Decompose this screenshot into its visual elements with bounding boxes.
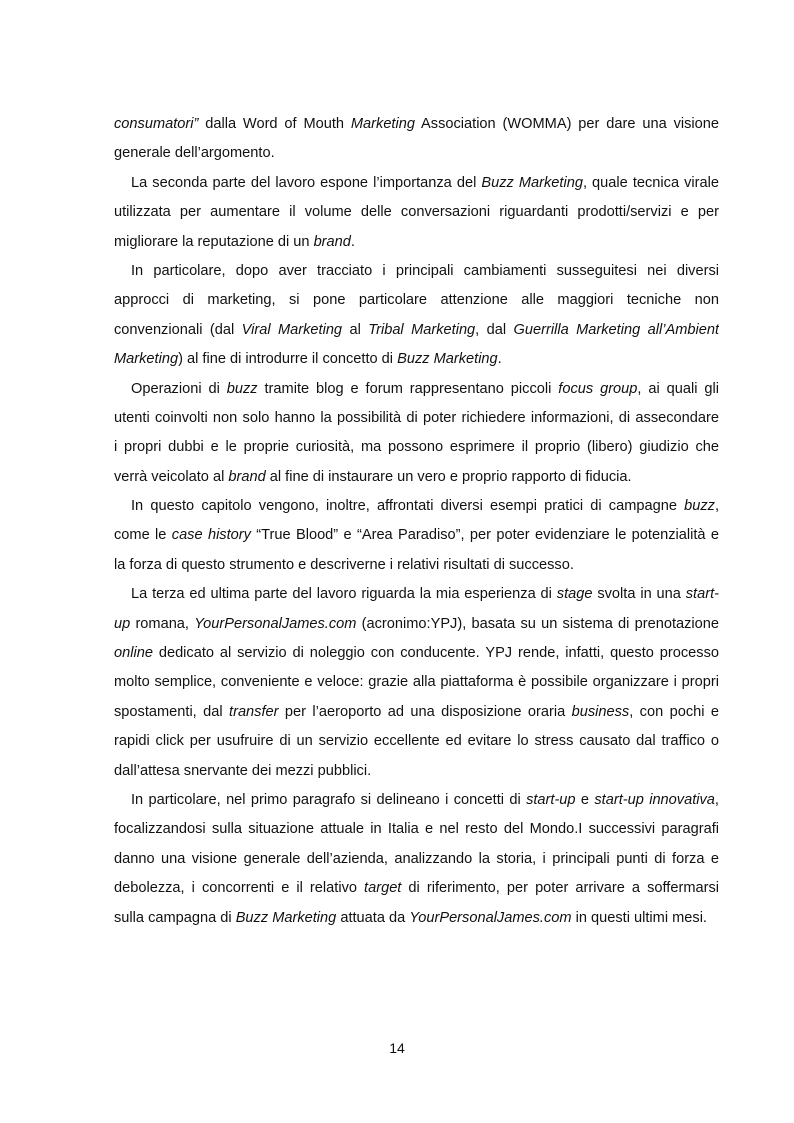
italic-term: case history — [171, 527, 251, 544]
italic-term: brand — [313, 233, 351, 250]
italic-term: buzz — [684, 498, 715, 515]
italic-term: transfer — [229, 703, 279, 720]
text-line: rapidi click per usufruire di un servizio eccellente ed evitare lo stress causato dal traffico o — [114, 733, 719, 750]
text-line: debolezza, i concorrenti e il relativo target di riferimento, per poter arrivare a soffermarsi — [114, 880, 719, 897]
italic-term: Guerrilla Marketing all’Ambient — [513, 321, 719, 338]
text-line: verrà veicolato al brand al fine di instaurare un vero e proprio rapporto di fiducia. — [114, 468, 632, 485]
italic-term: YourPersonalJames.com — [409, 909, 572, 926]
text-line: approcci di marketing, si pone particolare attenzione alle maggiori tecniche non — [114, 292, 719, 309]
italic-term: stage — [556, 586, 593, 603]
text-line: consumatori” dalla Word of Mouth Marketing Association (WOMMA) per dare una visione — [114, 116, 719, 132]
italic-term: YourPersonalJames.com — [194, 615, 357, 632]
italic-term: online — [114, 645, 153, 662]
text-line: i propri dubbi e le proprie curiosità, ma possono esprimere il proprio (libero) giudizio che — [114, 439, 719, 456]
text-line: spostamenti, dal transfer per l’aeroporto ad una disposizione oraria business, con pochi e — [114, 703, 719, 720]
text-line: La seconda parte del lavoro espone l’importanza del Buzz Marketing, quale tecnica virale — [131, 174, 719, 191]
italic-term: Viral Marketing — [241, 321, 343, 338]
italic-term: focus group — [558, 380, 638, 397]
text-line: utenti coinvolti non solo hanno la possibilità di poter richiedere informazioni, di assecondare — [114, 409, 719, 426]
text-line: utilizzata per aumentare il volume delle conversazioni riguardanti prodotti/servizi e per — [114, 204, 719, 221]
text-line: focalizzandosi sulla situazione attuale in Italia e nel resto del Mondo.I successivi paragrafi — [114, 821, 719, 838]
italic-term: brand — [228, 468, 266, 485]
text-line: danno una visione generale dell’azienda, analizzando la storia, i principali punti di forza e — [114, 850, 719, 867]
text-line: dall’attesa snervante dei mezzi pubblici. — [114, 762, 372, 779]
text-line: convenzionali (dal Viral Marketing al Tribal Marketing, dal Guerrilla Marketing all’Ambient — [114, 321, 719, 338]
document-body — [114, 110, 719, 933]
italic-term: Buzz Marketing — [481, 174, 583, 191]
text-line: up romana, YourPersonalJames.com (acronimo:YPJ), basata su un sistema di prenotazione — [114, 615, 719, 632]
text-line: Marketing) al fine di introdurre il concetto di Buzz Marketing. — [114, 351, 502, 368]
text-line: In questo capitolo vengono, inoltre, affrontati diversi esempi pratici di campagne buzz, — [131, 498, 719, 515]
italic-term: Marketing — [114, 351, 179, 368]
text-line: molto semplice, conveniente e veloce: grazie alla piattaforma è possibile organizzare i propri — [114, 674, 719, 691]
italic-term: consumatori” — [114, 116, 199, 132]
italic-term: start-up — [526, 791, 576, 808]
text-line: sulla campagna di Buzz Marketing attuata da YourPersonalJames.com in questi ultimi mesi. — [114, 909, 707, 926]
text-line: La terza ed ultima parte del lavoro riguarda la mia esperienza di stage svolta in una start- — [131, 586, 719, 603]
text-line: online dedicato al servizio di noleggio con conducente. YPJ rende, infatti, questo processo — [114, 645, 719, 662]
italic-term: Marketing — [350, 116, 415, 132]
text-line: generale dell’argomento. — [114, 145, 275, 162]
italic-term: start- — [685, 586, 719, 603]
text-line: In particolare, dopo aver tracciato i principali cambiamenti susseguitesi nei diversi — [131, 262, 719, 279]
text-line: la forza di questo strumento e descriverne i relativi risultati di successo. — [114, 556, 574, 573]
text-line: In particolare, nel primo paragrafo si delineano i concetti di start-up e start-up innovativa, — [131, 791, 719, 808]
italic-term: up — [114, 615, 131, 632]
italic-term: target — [364, 880, 402, 897]
italic-term: Tribal Marketing — [368, 321, 476, 338]
text-line: Operazioni di buzz tramite blog e forum rappresentano piccoli focus group, ai quali gli — [131, 380, 719, 397]
italic-term: Buzz Marketing — [235, 909, 337, 926]
text-line: migliorare la reputazione di un brand. — [114, 233, 355, 250]
italic-term: Buzz Marketing — [397, 351, 498, 368]
italic-term: business — [571, 703, 630, 720]
text-line: come le case history “True Blood” e “Area Paradiso”, per poter evidenziare le potenzialità e — [114, 527, 719, 544]
italic-term: buzz — [226, 380, 258, 397]
italic-term: start-up innovativa — [594, 791, 715, 808]
page-number: 14 — [389, 1040, 405, 1056]
